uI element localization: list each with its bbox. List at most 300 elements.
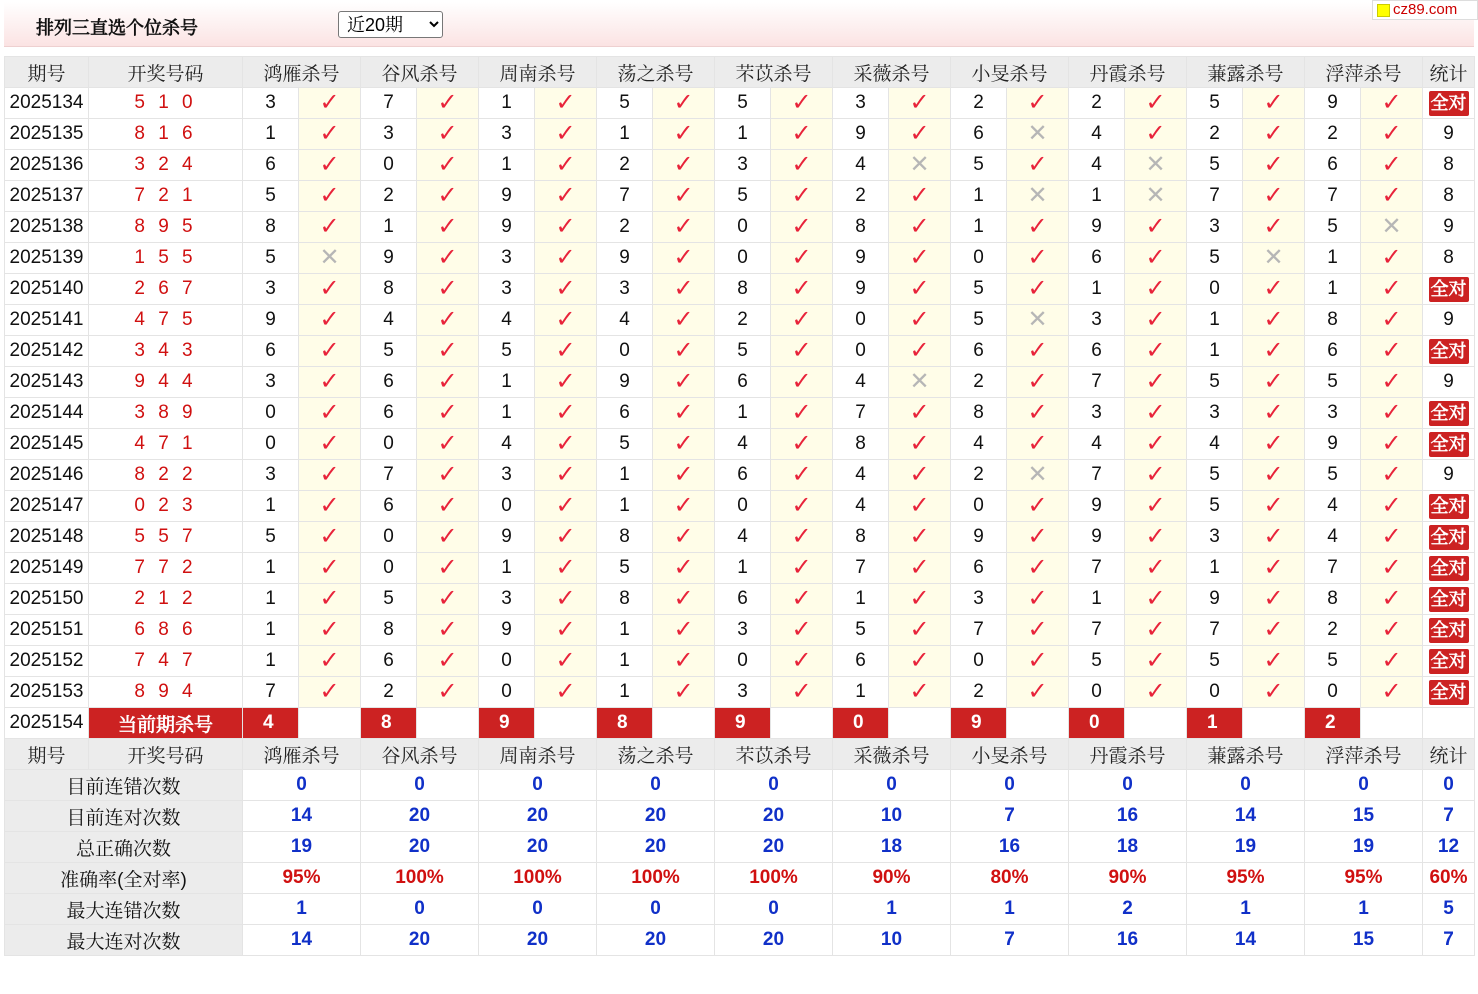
check-mark-icon: ✓: [437, 119, 458, 147]
full-correct-badge: 全对: [1429, 618, 1469, 643]
cross-mark-icon: ✕: [1145, 181, 1166, 209]
check-mark-icon: ✓: [1381, 584, 1402, 612]
kill-number: 1: [243, 584, 299, 615]
result-cell: [1007, 615, 1069, 646]
issue-number: 2025150: [5, 584, 89, 615]
table-row: [5, 88, 1475, 119]
kill-number: 1: [951, 181, 1007, 212]
header-expert: 芣苡杀号: [715, 739, 833, 770]
check-mark-icon: ✓: [319, 305, 340, 333]
result-cell: [771, 553, 833, 584]
stat-cell: 9: [1423, 460, 1475, 491]
table-row: [5, 522, 1475, 553]
summary-value: 90%: [833, 863, 951, 894]
check-mark-icon: ✓: [319, 677, 340, 705]
kill-number: 0: [1187, 274, 1243, 305]
summary-value: 0: [361, 894, 479, 925]
kill-number: 6: [715, 460, 771, 491]
result-cell: [1007, 88, 1069, 119]
result-cell: [535, 150, 597, 181]
check-mark-icon: ✓: [555, 584, 576, 612]
result-cell: [1361, 460, 1423, 491]
current-kill-number: 9: [715, 708, 771, 739]
check-mark-icon: ✓: [1381, 243, 1402, 271]
result-cell: [771, 398, 833, 429]
kill-number: 1: [715, 119, 771, 150]
result-cell: [1125, 150, 1187, 181]
result-cell: [1243, 398, 1305, 429]
summary-label: 目前连对次数: [5, 801, 243, 832]
check-mark-icon: ✓: [1027, 367, 1048, 395]
cross-mark-icon: ✕: [1381, 212, 1402, 240]
kill-number: 1: [243, 119, 299, 150]
kill-number: 8: [361, 615, 417, 646]
summary-value: 20: [715, 832, 833, 863]
issue-number: 2025140: [5, 274, 89, 305]
draw-number: 7 4 7: [89, 646, 243, 677]
check-mark-icon: ✓: [673, 181, 694, 209]
result-cell: [535, 274, 597, 305]
check-mark-icon: ✓: [1145, 491, 1166, 519]
result-cell: [417, 429, 479, 460]
summary-value: 20: [479, 925, 597, 956]
result-cell: [417, 646, 479, 677]
header-expert: 蒹露杀号: [1187, 739, 1305, 770]
result-cell: [653, 119, 715, 150]
kill-number: 3: [1069, 305, 1125, 336]
check-mark-icon: ✓: [1381, 522, 1402, 550]
result-cell: [889, 274, 951, 305]
result-cell: [1243, 429, 1305, 460]
summary-stat: 0: [1423, 770, 1475, 801]
current-blank-cell: [771, 708, 833, 739]
kill-number: 4: [1069, 119, 1125, 150]
kill-number: 5: [833, 615, 889, 646]
draw-number: 3 8 9: [89, 398, 243, 429]
result-cell: [417, 553, 479, 584]
result-cell: [299, 677, 361, 708]
stat-cell: 9: [1423, 212, 1475, 243]
result-cell: [889, 429, 951, 460]
kill-number: 1: [1187, 553, 1243, 584]
check-mark-icon: ✓: [673, 553, 694, 581]
check-mark-icon: ✓: [791, 88, 812, 116]
check-mark-icon: ✓: [1027, 677, 1048, 705]
summary-value: 20: [715, 925, 833, 956]
summary-value: 2: [1069, 894, 1187, 925]
kill-number: 0: [361, 522, 417, 553]
issue-number: 2025139: [5, 243, 89, 274]
stat-cell: [1423, 522, 1475, 553]
kill-number: 1: [951, 212, 1007, 243]
check-mark-icon: ✓: [1381, 646, 1402, 674]
result-cell: [1007, 336, 1069, 367]
check-mark-icon: ✓: [1027, 88, 1048, 116]
kill-number: 0: [951, 243, 1007, 274]
result-cell: [1125, 88, 1187, 119]
check-mark-icon: ✓: [909, 398, 930, 426]
full-correct-badge: 全对: [1429, 494, 1469, 519]
result-cell: [535, 553, 597, 584]
check-mark-icon: ✓: [1381, 398, 1402, 426]
result-cell: [653, 150, 715, 181]
check-mark-icon: ✓: [1381, 181, 1402, 209]
check-mark-icon: ✓: [437, 553, 458, 581]
period-select[interactable]: [338, 11, 443, 38]
table-row: [5, 119, 1475, 150]
table-row: [5, 367, 1475, 398]
kill-number: 8: [833, 429, 889, 460]
stat-cell: 9: [1423, 367, 1475, 398]
result-cell: [653, 491, 715, 522]
kill-number: 5: [1187, 150, 1243, 181]
kill-number: 0: [1187, 677, 1243, 708]
table-body: [5, 57, 1475, 956]
result-cell: [1007, 274, 1069, 305]
kill-number: 7: [361, 88, 417, 119]
issue-number: 2025142: [5, 336, 89, 367]
header-issue: 期号: [5, 739, 89, 770]
result-cell: [653, 460, 715, 491]
result-cell: [535, 367, 597, 398]
check-mark-icon: ✓: [791, 243, 812, 271]
kill-number: 6: [951, 119, 1007, 150]
kill-number: 4: [715, 429, 771, 460]
summary-value: 0: [1069, 770, 1187, 801]
current-kill-number: 1: [1187, 708, 1243, 739]
kill-number: 7: [1069, 615, 1125, 646]
check-mark-icon: ✓: [1381, 88, 1402, 116]
kill-number: 9: [833, 274, 889, 305]
stat-cell: [1423, 429, 1475, 460]
kill-number: 1: [1069, 584, 1125, 615]
result-cell: [771, 212, 833, 243]
kill-number: 2: [597, 212, 653, 243]
check-mark-icon: ✓: [1145, 305, 1166, 333]
result-cell: [417, 522, 479, 553]
result-cell: [1361, 646, 1423, 677]
result-cell: [771, 243, 833, 274]
check-mark-icon: ✓: [1145, 615, 1166, 643]
kill-number: 3: [479, 460, 535, 491]
summary-value: 19: [243, 832, 361, 863]
check-mark-icon: ✓: [791, 615, 812, 643]
kill-number: 1: [243, 646, 299, 677]
check-mark-icon: ✓: [791, 460, 812, 488]
kill-number: 5: [1187, 460, 1243, 491]
kill-number: 5: [243, 522, 299, 553]
result-cell: [889, 119, 951, 150]
check-mark-icon: ✓: [673, 522, 694, 550]
summary-value: 15: [1305, 925, 1423, 956]
full-correct-badge: 全对: [1429, 339, 1469, 364]
result-cell: [889, 367, 951, 398]
check-mark-icon: ✓: [319, 367, 340, 395]
summary-value: 80%: [951, 863, 1069, 894]
summary-value: 0: [833, 770, 951, 801]
result-cell: [1007, 491, 1069, 522]
check-mark-icon: ✓: [909, 491, 930, 519]
result-cell: [653, 615, 715, 646]
check-mark-icon: ✓: [437, 677, 458, 705]
kill-number: 1: [243, 491, 299, 522]
summary-value: 90%: [1069, 863, 1187, 894]
check-mark-icon: ✓: [555, 150, 576, 178]
check-mark-icon: ✓: [555, 429, 576, 457]
summary-label: 最大连对次数: [5, 925, 243, 956]
check-mark-icon: ✓: [555, 677, 576, 705]
result-cell: [889, 150, 951, 181]
kill-number: 0: [715, 212, 771, 243]
result-cell: [1125, 615, 1187, 646]
check-mark-icon: ✓: [909, 336, 930, 364]
kill-number: 6: [361, 491, 417, 522]
kill-number: 0: [715, 491, 771, 522]
check-mark-icon: ✓: [319, 491, 340, 519]
result-cell: [1007, 150, 1069, 181]
kill-number: 2: [1069, 88, 1125, 119]
kill-number: 1: [479, 150, 535, 181]
kill-number: 9: [597, 243, 653, 274]
summary-value: 0: [597, 770, 715, 801]
result-cell: [299, 522, 361, 553]
result-cell: [1361, 150, 1423, 181]
check-mark-icon: ✓: [437, 584, 458, 612]
kill-number: 5: [951, 305, 1007, 336]
kill-number: 6: [243, 150, 299, 181]
draw-number: 7 7 2: [89, 553, 243, 584]
table-row: [5, 677, 1475, 708]
kill-number: 4: [833, 460, 889, 491]
summary-value: 0: [1305, 770, 1423, 801]
full-correct-badge: 全对: [1429, 587, 1469, 612]
header-expert: 鸿雁杀号: [243, 57, 361, 88]
summary-value: 10: [833, 925, 951, 956]
current-blank-cell: [535, 708, 597, 739]
current-blank-cell: [1125, 708, 1187, 739]
site-logo-icon: [1377, 4, 1390, 17]
check-mark-icon: ✓: [909, 429, 930, 457]
check-mark-icon: ✓: [673, 367, 694, 395]
result-cell: [1007, 522, 1069, 553]
check-mark-icon: ✓: [791, 181, 812, 209]
check-mark-icon: ✓: [791, 522, 812, 550]
header-expert: 谷风杀号: [361, 57, 479, 88]
result-cell: [1125, 181, 1187, 212]
summary-value: 18: [1069, 832, 1187, 863]
kill-number: 5: [479, 336, 535, 367]
check-mark-icon: ✓: [673, 491, 694, 519]
kill-number: 4: [1187, 429, 1243, 460]
check-mark-icon: ✓: [555, 615, 576, 643]
check-mark-icon: ✓: [437, 460, 458, 488]
summary-value: 20: [597, 801, 715, 832]
result-cell: [1243, 677, 1305, 708]
kill-number: 5: [1305, 460, 1361, 491]
current-kill-number: 0: [1069, 708, 1125, 739]
check-mark-icon: ✓: [319, 119, 340, 147]
check-mark-icon: ✓: [319, 646, 340, 674]
current-blank-cell: [1243, 708, 1305, 739]
result-cell: [653, 88, 715, 119]
table-row: [5, 646, 1475, 677]
check-mark-icon: ✓: [319, 88, 340, 116]
draw-number: 8 1 6: [89, 119, 243, 150]
kill-number: 7: [1187, 615, 1243, 646]
kill-number: 8: [1305, 584, 1361, 615]
site-badge[interactable]: [1372, 0, 1478, 20]
result-cell: [653, 677, 715, 708]
kill-number: 3: [597, 274, 653, 305]
issue-number: 2025135: [5, 119, 89, 150]
kill-number: 4: [833, 491, 889, 522]
header-expert: 芣苡杀号: [715, 57, 833, 88]
check-mark-icon: ✓: [555, 212, 576, 240]
result-cell: [1125, 119, 1187, 150]
kill-number: 1: [1305, 274, 1361, 305]
stat-cell: 8: [1423, 243, 1475, 274]
result-cell: [1361, 522, 1423, 553]
check-mark-icon: ✓: [1381, 615, 1402, 643]
result-cell: [653, 212, 715, 243]
result-cell: [1125, 522, 1187, 553]
check-mark-icon: ✓: [437, 367, 458, 395]
kill-number: 5: [1187, 646, 1243, 677]
kill-number: 8: [243, 212, 299, 243]
table-row: [5, 305, 1475, 336]
kill-number: 5: [1305, 646, 1361, 677]
kill-number: 2: [951, 367, 1007, 398]
kill-number: 5: [361, 584, 417, 615]
summary-value: 95%: [1305, 863, 1423, 894]
check-mark-icon: ✓: [1381, 460, 1402, 488]
kill-number: 0: [243, 429, 299, 460]
kill-number: 0: [479, 491, 535, 522]
kill-number: 3: [1069, 398, 1125, 429]
header-expert: 鸿雁杀号: [243, 739, 361, 770]
stat-cell: 9: [1423, 305, 1475, 336]
result-cell: [1125, 584, 1187, 615]
check-mark-icon: ✓: [437, 522, 458, 550]
table-row: [5, 274, 1475, 305]
kill-number: 9: [951, 522, 1007, 553]
header-stat: 统计: [1423, 739, 1475, 770]
result-cell: [1243, 336, 1305, 367]
result-cell: [771, 119, 833, 150]
result-cell: [1007, 398, 1069, 429]
check-mark-icon: ✓: [673, 646, 694, 674]
kill-number: 2: [951, 677, 1007, 708]
header-stat: 统计: [1423, 57, 1475, 88]
check-mark-icon: ✓: [1027, 150, 1048, 178]
summary-value: 0: [597, 894, 715, 925]
kill-number: 2: [1187, 119, 1243, 150]
full-correct-badge: 全对: [1429, 277, 1469, 302]
check-mark-icon: ✓: [673, 305, 694, 333]
current-kill-number: 8: [361, 708, 417, 739]
check-mark-icon: ✓: [1263, 460, 1284, 488]
result-cell: [299, 181, 361, 212]
result-cell: [1125, 553, 1187, 584]
check-mark-icon: ✓: [555, 88, 576, 116]
summary-row: [5, 832, 1475, 863]
result-cell: [1007, 212, 1069, 243]
kill-number: 4: [1305, 491, 1361, 522]
stat-cell: [1423, 553, 1475, 584]
result-cell: [1243, 491, 1305, 522]
check-mark-icon: ✓: [555, 243, 576, 271]
stat-cell: [1423, 398, 1475, 429]
kill-number: 5: [1305, 367, 1361, 398]
result-cell: [299, 336, 361, 367]
kill-number: 9: [1069, 522, 1125, 553]
draw-number: 8 9 4: [89, 677, 243, 708]
result-cell: [1007, 243, 1069, 274]
kill-number: 5: [597, 429, 653, 460]
result-cell: [653, 336, 715, 367]
full-correct-badge: 全对: [1429, 649, 1469, 674]
result-cell: [889, 615, 951, 646]
result-cell: [1125, 243, 1187, 274]
result-cell: [1125, 677, 1187, 708]
result-cell: [889, 181, 951, 212]
kill-number: 7: [951, 615, 1007, 646]
result-cell: [1007, 677, 1069, 708]
result-cell: [535, 88, 597, 119]
kill-number: 5: [597, 553, 653, 584]
check-mark-icon: ✓: [791, 553, 812, 581]
kill-number: 4: [833, 367, 889, 398]
kill-number: 9: [479, 181, 535, 212]
result-cell: [417, 212, 479, 243]
full-correct-badge: 全对: [1429, 680, 1469, 705]
check-mark-icon: ✓: [1145, 88, 1166, 116]
current-blank-cell: [889, 708, 951, 739]
check-mark-icon: ✓: [1027, 274, 1048, 302]
check-mark-icon: ✓: [673, 274, 694, 302]
result-cell: [1361, 88, 1423, 119]
check-mark-icon: ✓: [791, 367, 812, 395]
check-mark-icon: ✓: [791, 677, 812, 705]
check-mark-icon: ✓: [1381, 336, 1402, 364]
result-cell: [1361, 615, 1423, 646]
check-mark-icon: ✓: [909, 553, 930, 581]
kill-number: 1: [479, 367, 535, 398]
stat-cell: 9: [1423, 119, 1475, 150]
summary-value: 0: [479, 770, 597, 801]
check-mark-icon: ✓: [1027, 584, 1048, 612]
summary-value: 0: [951, 770, 1069, 801]
summary-value: 7: [951, 801, 1069, 832]
check-mark-icon: ✓: [1381, 429, 1402, 457]
result-cell: [889, 522, 951, 553]
stat-cell: [1423, 584, 1475, 615]
kill-number: 7: [597, 181, 653, 212]
check-mark-icon: ✓: [909, 243, 930, 271]
header-expert: 浮萍杀号: [1305, 57, 1423, 88]
kill-number: 2: [951, 460, 1007, 491]
kill-number: 6: [1069, 243, 1125, 274]
result-cell: [299, 367, 361, 398]
check-mark-icon: ✓: [319, 274, 340, 302]
kill-number: 2: [1305, 615, 1361, 646]
result-cell: [1361, 398, 1423, 429]
kill-number: 9: [1305, 88, 1361, 119]
check-mark-icon: ✓: [319, 615, 340, 643]
draw-number: 1 5 5: [89, 243, 243, 274]
summary-row: [5, 894, 1475, 925]
summary-value: 16: [951, 832, 1069, 863]
